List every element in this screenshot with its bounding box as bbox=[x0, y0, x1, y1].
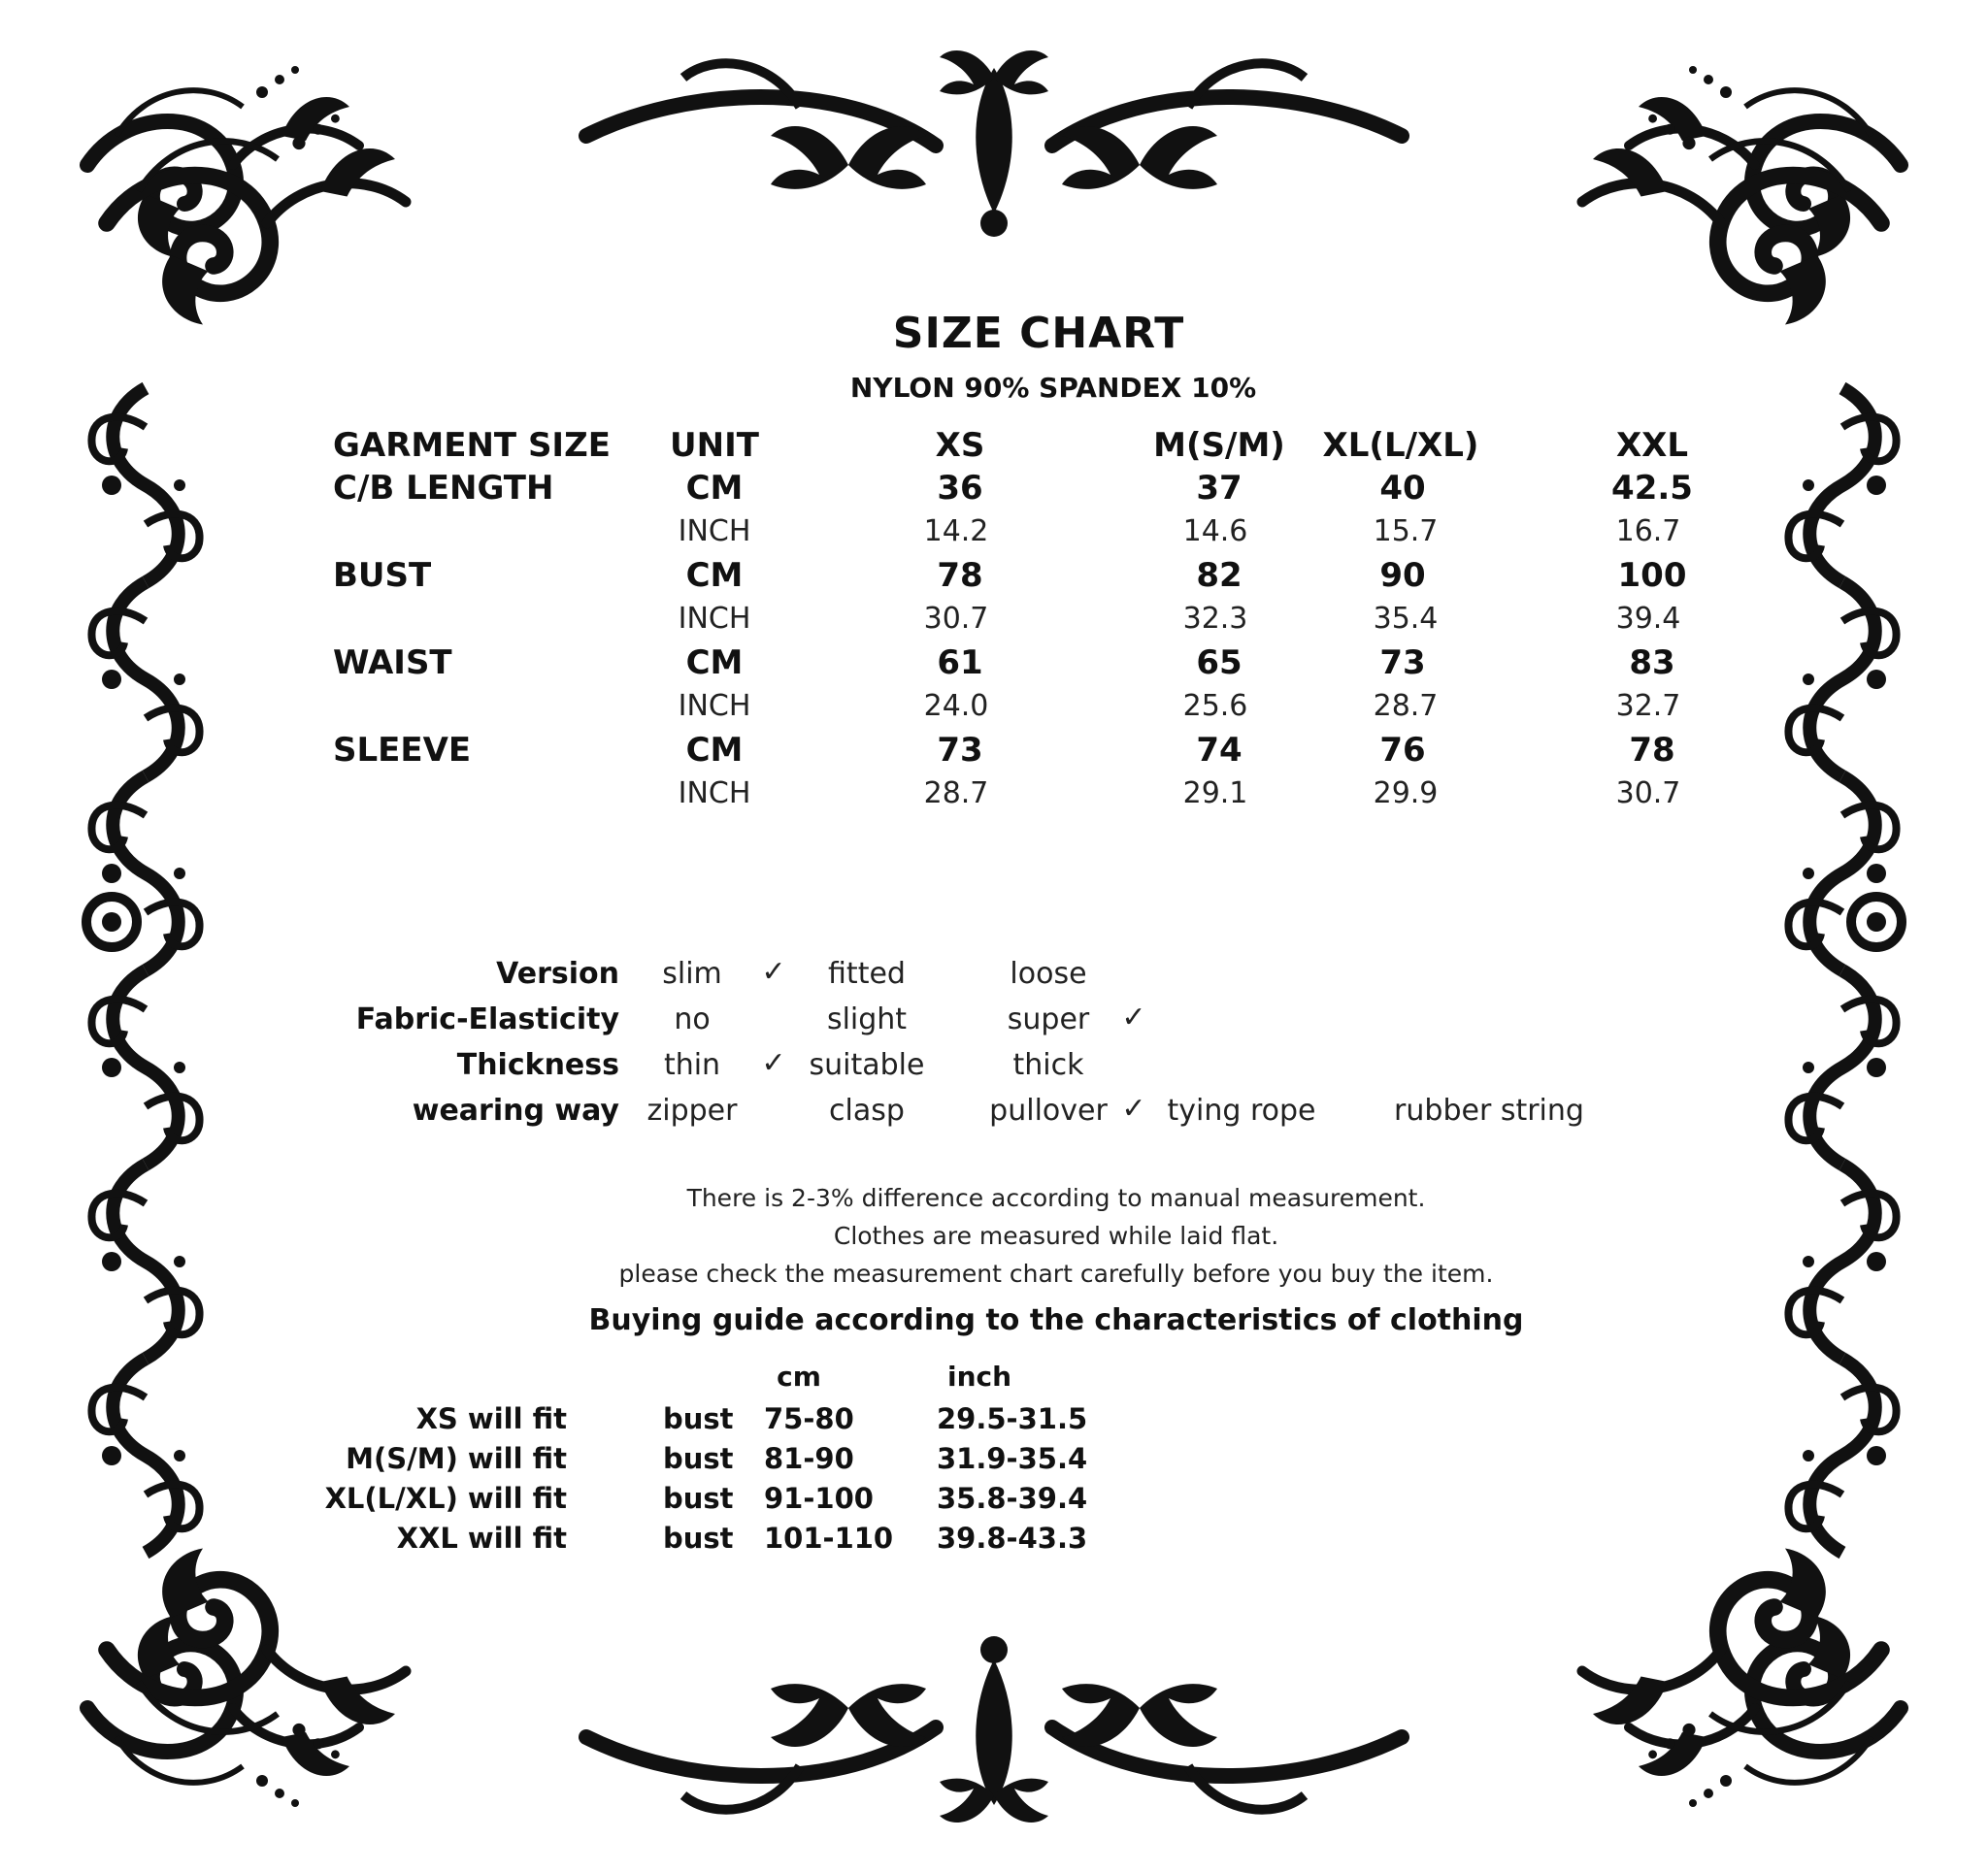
option: super bbox=[1007, 1002, 1090, 1036]
row-label: C/B LENGTH bbox=[333, 469, 554, 508]
cell-cm: 82 bbox=[1196, 556, 1242, 595]
guide-size-label: XXL will fit bbox=[396, 1522, 567, 1555]
check-mark-icon: ✓ bbox=[761, 1046, 786, 1080]
unit-cm: CM bbox=[685, 643, 744, 682]
guide-measure: bust bbox=[663, 1482, 734, 1515]
cell-inch: 32.7 bbox=[1615, 689, 1681, 723]
cell-cm: 74 bbox=[1196, 731, 1242, 770]
characteristic-label: Thickness bbox=[456, 1048, 619, 1082]
unit-inch: INCH bbox=[678, 689, 751, 723]
cell-inch: 16.7 bbox=[1615, 514, 1681, 548]
cell-cm: 42.5 bbox=[1611, 469, 1693, 508]
cell-cm: 36 bbox=[937, 469, 983, 508]
guide-cm-range: 91-100 bbox=[764, 1482, 874, 1515]
cell-inch: 30.7 bbox=[923, 602, 989, 636]
cell-cm: 73 bbox=[1379, 643, 1426, 682]
cell-inch: 14.6 bbox=[1182, 514, 1248, 548]
cell-inch: 35.4 bbox=[1373, 602, 1439, 636]
unit-cm: CM bbox=[685, 731, 744, 770]
option: loose bbox=[1010, 957, 1087, 991]
cell-cm: 65 bbox=[1196, 643, 1242, 682]
characteristic-label: wearing way bbox=[412, 1094, 619, 1128]
characteristic-label: Version bbox=[496, 957, 619, 991]
header-size-xs: XS bbox=[935, 426, 985, 465]
cell-inch: 32.3 bbox=[1182, 602, 1248, 636]
fabric-composition: NYLON 90% SPANDEX 10% bbox=[849, 372, 1257, 404]
characteristic-label: Fabric-Elasticity bbox=[355, 1002, 619, 1036]
row-label: BUST bbox=[333, 556, 432, 595]
unit-inch: INCH bbox=[678, 602, 751, 636]
option: clasp bbox=[829, 1094, 905, 1128]
option: thin bbox=[663, 1048, 721, 1082]
unit-inch: INCH bbox=[678, 514, 751, 548]
cell-inch: 29.9 bbox=[1373, 776, 1439, 810]
guide-inch-range: 35.8-39.4 bbox=[937, 1482, 1088, 1515]
cell-cm: 37 bbox=[1196, 469, 1242, 508]
header-size-xl: XL(L/XL) bbox=[1322, 426, 1479, 465]
cell-inch: 30.7 bbox=[1615, 776, 1681, 810]
cell-cm: 73 bbox=[937, 731, 983, 770]
unit-cm: CM bbox=[685, 469, 744, 508]
guide-measure: bust bbox=[663, 1442, 734, 1475]
measurement-note: Clothes are measured while laid flat. bbox=[833, 1222, 1279, 1250]
option: thick bbox=[1012, 1048, 1084, 1082]
guide-size-label: XS will fit bbox=[415, 1402, 567, 1435]
guide-measure: bust bbox=[663, 1522, 734, 1555]
column-header-inch: inch bbox=[946, 1361, 1012, 1393]
cell-cm: 90 bbox=[1379, 556, 1426, 595]
cell-cm: 61 bbox=[937, 643, 983, 682]
buying-guide-title: Buying guide according to the characteristics of clothing bbox=[588, 1303, 1524, 1337]
unit-inch: INCH bbox=[678, 776, 751, 810]
guide-inch-range: 29.5-31.5 bbox=[937, 1402, 1088, 1435]
option: zipper bbox=[646, 1094, 738, 1128]
row-label: WAIST bbox=[333, 643, 452, 682]
guide-cm-range: 101-110 bbox=[764, 1522, 894, 1555]
guide-inch-range: 39.8-43.3 bbox=[937, 1522, 1088, 1555]
cell-inch: 14.2 bbox=[923, 514, 989, 548]
cell-inch: 39.4 bbox=[1615, 602, 1681, 636]
page-title: SIZE CHART bbox=[892, 309, 1185, 358]
option: pullover bbox=[989, 1094, 1108, 1128]
cell-cm: 78 bbox=[1629, 731, 1675, 770]
cell-inch: 28.7 bbox=[1373, 689, 1439, 723]
option: rubber string bbox=[1394, 1094, 1584, 1128]
check-mark-icon: ✓ bbox=[1121, 1001, 1146, 1035]
header-size-xxl: XXL bbox=[1615, 426, 1689, 465]
option: slight bbox=[826, 1002, 908, 1036]
cell-inch: 28.7 bbox=[923, 776, 989, 810]
option: slim bbox=[662, 957, 722, 991]
option: tying rope bbox=[1167, 1094, 1316, 1128]
cell-cm: 78 bbox=[937, 556, 983, 595]
cell-cm: 100 bbox=[1617, 556, 1687, 595]
column-header-cm: cm bbox=[777, 1361, 821, 1393]
cell-inch: 15.7 bbox=[1373, 514, 1439, 548]
option: fitted bbox=[828, 957, 906, 991]
row-label: SLEEVE bbox=[333, 731, 472, 770]
cell-cm: 83 bbox=[1629, 643, 1675, 682]
guide-cm-range: 81-90 bbox=[764, 1442, 854, 1475]
measurement-note: There is 2-3% difference according to manual measurement. bbox=[686, 1184, 1426, 1212]
cell-cm: 40 bbox=[1379, 469, 1426, 508]
cell-inch: 29.1 bbox=[1182, 776, 1248, 810]
guide-inch-range: 31.9-35.4 bbox=[937, 1442, 1088, 1475]
header-garment-size: GARMENT SIZE bbox=[333, 426, 611, 465]
cell-inch: 25.6 bbox=[1182, 689, 1248, 723]
check-mark-icon: ✓ bbox=[761, 955, 786, 989]
measurement-note: please check the measurement chart carefully before you buy the item. bbox=[618, 1260, 1494, 1288]
guide-size-label: XL(L/XL) will fit bbox=[324, 1482, 567, 1515]
cell-inch: 24.0 bbox=[923, 689, 989, 723]
header-unit: UNIT bbox=[670, 426, 759, 465]
cell-cm: 76 bbox=[1379, 731, 1426, 770]
check-mark-icon: ✓ bbox=[1121, 1092, 1146, 1126]
guide-cm-range: 75-80 bbox=[764, 1402, 854, 1435]
guide-measure: bust bbox=[663, 1402, 734, 1435]
header-size-m: M(S/M) bbox=[1153, 426, 1285, 465]
option: no bbox=[674, 1002, 711, 1036]
guide-size-label: M(S/M) will fit bbox=[346, 1442, 567, 1475]
unit-cm: CM bbox=[685, 556, 744, 595]
option: suitable bbox=[809, 1048, 925, 1082]
